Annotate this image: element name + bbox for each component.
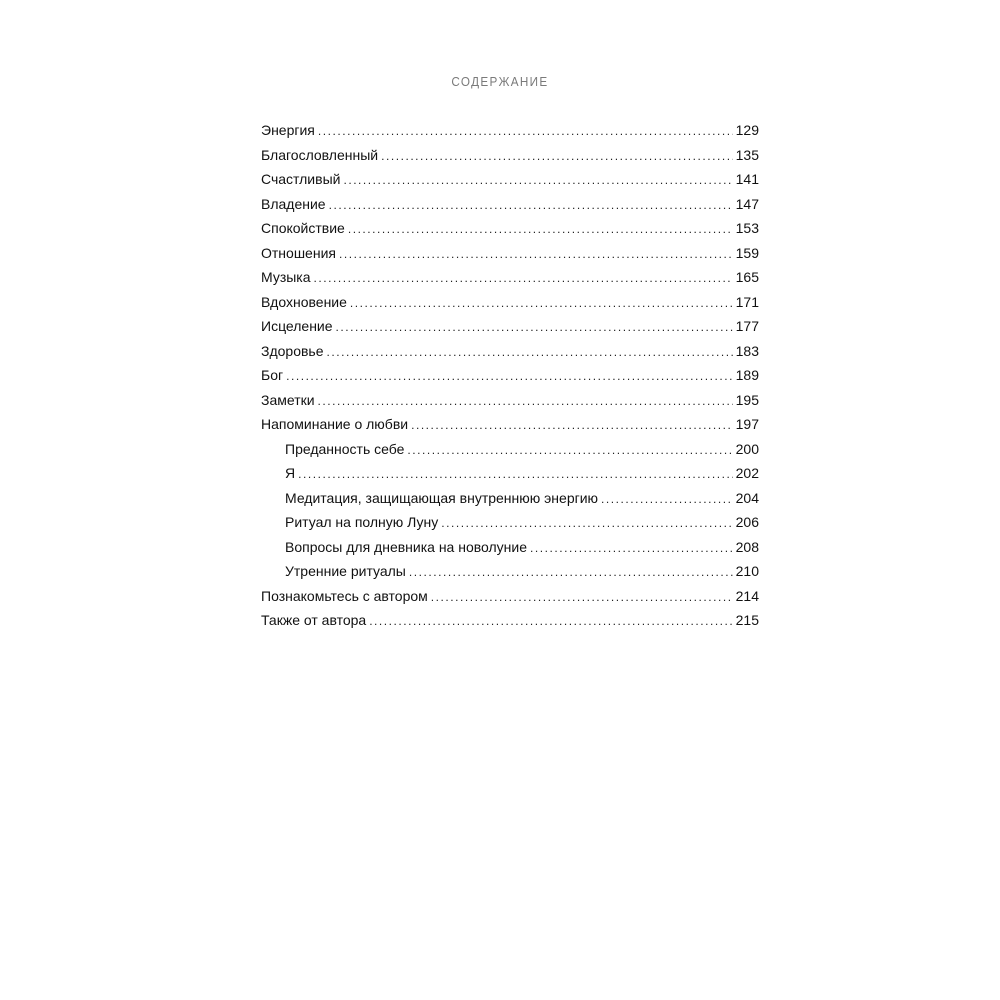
toc-entry[interactable] [261, 608, 759, 633]
toc-entry[interactable] [261, 216, 759, 241]
toc-entry-title: Благословленный [261, 146, 379, 163]
toc-leader-dots [339, 242, 733, 267]
toc-entry-title: Владение [261, 195, 326, 212]
toc-entry[interactable] [261, 290, 759, 315]
toc-leader-dots [298, 462, 733, 487]
toc-entry[interactable] [261, 241, 759, 266]
toc-entry-page: 141 [735, 171, 759, 187]
toc-entry-page: 214 [735, 587, 759, 604]
toc-entry-title: Отношения [261, 244, 336, 261]
toc-leader-dots [409, 560, 733, 585]
toc-entry-page: 195 [735, 391, 759, 408]
toc-entry[interactable] [261, 143, 759, 168]
toc-entry-page: 171 [735, 293, 759, 310]
page-title: СОДЕРЖАНИЕ [451, 74, 549, 89]
toc-entry[interactable] [261, 584, 759, 609]
toc-leader-dots [369, 609, 732, 634]
toc-leader-dots [343, 168, 732, 193]
toc-entry-page: 183 [735, 342, 759, 359]
toc-entry-page: 197 [735, 416, 759, 432]
toc-subentry[interactable] [261, 437, 759, 462]
toc-entry-title: Также от автора [261, 612, 367, 628]
toc-entry-page: 147 [735, 195, 759, 212]
toc-entry-title: Счастливый [261, 171, 341, 187]
toc-entry-page: 210 [735, 563, 759, 579]
toc-entry-title: Здоровье [261, 342, 324, 359]
toc-entry-page: 159 [735, 244, 759, 261]
toc-entry-title: Напоминание о любви [261, 416, 409, 432]
toc-subentry[interactable] [261, 535, 759, 560]
toc-subentry[interactable] [261, 510, 759, 535]
toc-entry-page: 202 [735, 465, 759, 481]
toc-subentry[interactable] [261, 559, 759, 584]
toc-entry-title: Ритуал на полную Луну [285, 514, 439, 530]
toc-entry-page: 200 [735, 440, 759, 457]
toc-entry-page: 215 [735, 612, 759, 628]
toc-entry-page: 177 [735, 318, 759, 334]
toc-leader-dots [329, 193, 733, 218]
toc-leader-dots [318, 119, 733, 144]
toc-entry-title: Вопросы для дневника на новолуние [285, 538, 528, 555]
toc-entry[interactable] [261, 363, 759, 388]
toc-entry[interactable] [261, 167, 759, 192]
toc-leader-dots [381, 144, 733, 169]
toc-entry-title: Энергия [261, 122, 315, 138]
toc-leader-dots [441, 511, 732, 536]
toc-entry-page: 204 [735, 489, 759, 506]
toc-entry-title: Бог [261, 367, 284, 383]
toc-entry-page: 153 [735, 220, 759, 236]
toc-leader-dots [318, 389, 733, 414]
toc-entry-page: 208 [735, 538, 759, 555]
toc-entry-title: Вдохновение [261, 293, 347, 310]
toc-leader-dots [530, 536, 733, 561]
toc-entry[interactable] [261, 339, 759, 364]
toc-entry-title: Исцеление [261, 318, 333, 334]
toc-leader-dots [286, 364, 733, 389]
toc-entry[interactable] [261, 192, 759, 217]
toc-subentry[interactable] [261, 461, 759, 486]
toc-leader-dots [601, 487, 733, 512]
toc-leader-dots [431, 585, 733, 610]
toc-leader-dots [350, 291, 733, 316]
toc-leader-dots [314, 266, 733, 291]
toc-entry[interactable] [261, 412, 759, 437]
toc-leader-dots [411, 413, 733, 438]
toc-entry[interactable] [261, 388, 759, 413]
toc-entry-page: 165 [735, 269, 759, 285]
toc-entry[interactable] [261, 265, 759, 290]
toc-entry-page: 206 [735, 514, 759, 530]
toc-entry-page: 129 [735, 122, 759, 138]
toc-entry-title: Утренние ритуалы [285, 563, 406, 579]
toc-entry[interactable] [261, 118, 759, 143]
toc-entry[interactable] [261, 314, 759, 339]
toc-leader-dots [407, 438, 732, 463]
toc-leader-dots [336, 315, 733, 340]
toc-entry-title: Я [285, 465, 296, 481]
toc-entry-page: 189 [735, 367, 759, 383]
toc-entry-title: Спокойствие [261, 220, 345, 236]
toc-leader-dots [327, 340, 733, 365]
toc-subentry[interactable] [261, 486, 759, 511]
toc-entry-title: Заметки [261, 391, 315, 408]
toc-entry-page: 135 [735, 146, 759, 163]
toc-leader-dots [348, 217, 733, 242]
toc-entry-title: Музыка [261, 269, 311, 285]
toc-entry-title: Медитация, защищающая внутреннюю энергию [285, 489, 599, 506]
toc-entry-title: Познакомьтесь с автором [261, 587, 428, 604]
toc-entry-title: Преданность себе [285, 440, 405, 457]
table-of-contents [261, 118, 759, 633]
